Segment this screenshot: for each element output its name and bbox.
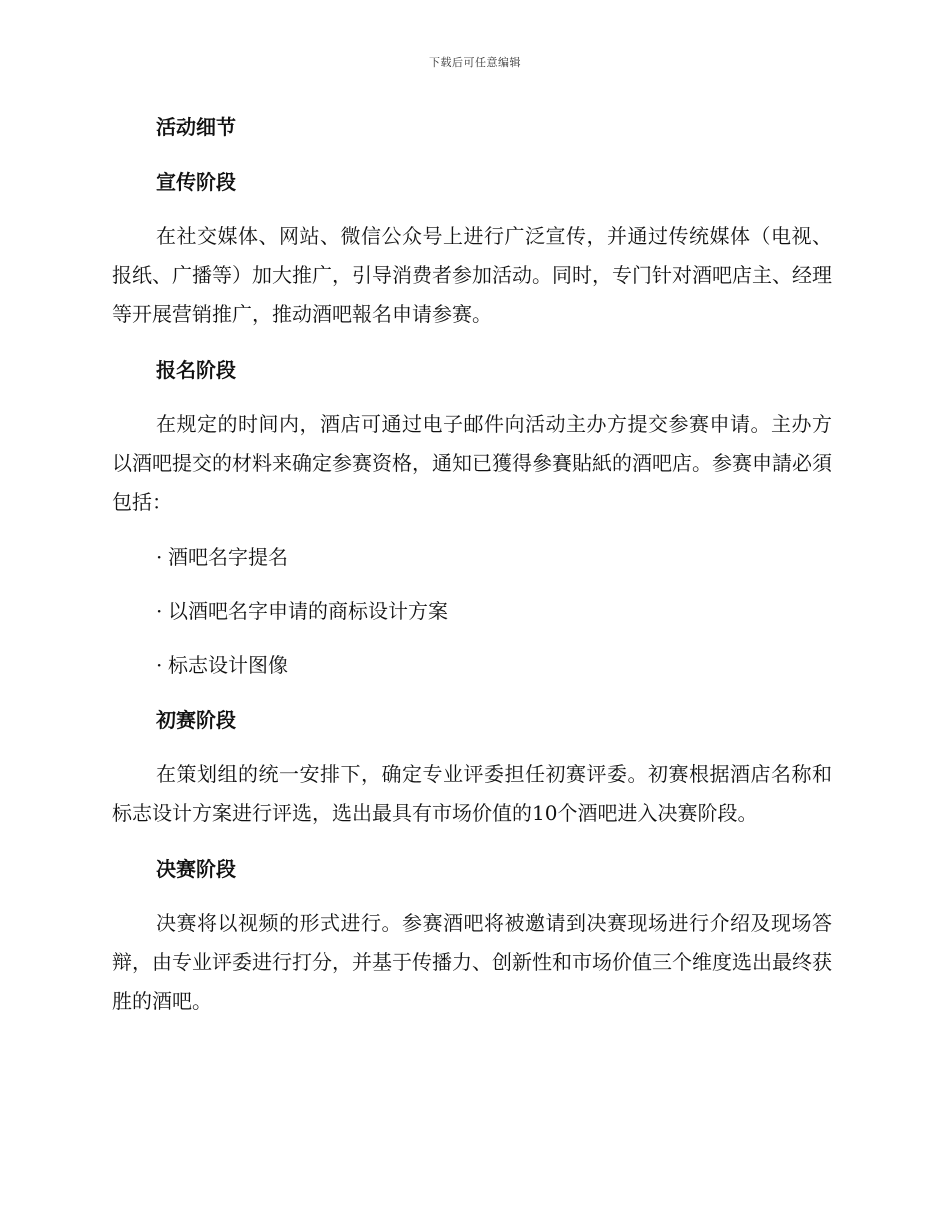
document-body <box>112 107 832 1037</box>
bullet-icon: · <box>156 653 163 677</box>
signup-paragraph: 在规定的时间内，酒店可通过电子邮件向活动主办方提交参赛申请。主办方以酒吧提交的材料来确定参赛资格，通知已獲得參賽貼紙的酒吧店。参赛申請必須包括： <box>112 412 832 514</box>
list-item <box>156 646 832 685</box>
list-item-text: 以酒吧名字申请的商标设计方案 <box>168 599 448 623</box>
list-item <box>156 592 832 631</box>
list-item-text: 酒吧名字提名 <box>168 545 288 569</box>
promo-heading: 宣传阶段 <box>156 170 236 194</box>
bullet-icon: · <box>156 599 163 623</box>
list-item <box>156 538 832 577</box>
final-heading: 决赛阶段 <box>156 857 236 881</box>
list-item-text: 标志设计图像 <box>168 653 288 677</box>
section-title: 活动细节 <box>156 115 236 139</box>
final-paragraph: 决赛将以视频的形式进行。参赛酒吧将被邀请到决赛现场进行介绍及现场答辩，由专业评委进行打分，并基于传播力、创新性和市场价值三个维度选出最终获胜的酒吧。 <box>112 911 832 1013</box>
bullet-icon: · <box>156 545 163 569</box>
prelim-paragraph: 在策划组的统一安排下，确定专业评委担任初赛评委。初赛根据酒店名称和标志设计方案进行评选，选出最具有市场价值的10个酒吧进入决赛阶段。 <box>112 762 832 825</box>
requirements-list <box>112 538 832 685</box>
header-note: 下载后可任意编辑 <box>429 56 521 69</box>
signup-heading: 报名阶段 <box>156 358 236 382</box>
prelim-heading: 初赛阶段 <box>156 708 236 732</box>
promo-paragraph: 在社交媒体、网站、微信公众号上进行广泛宣传，并通过传统媒体（电视、报纸、广播等）加大推广，引导消费者参加活动。同时，专门针对酒吧店主、经理等开展营销推广，推动酒吧報名申请参赛。 <box>112 224 832 326</box>
